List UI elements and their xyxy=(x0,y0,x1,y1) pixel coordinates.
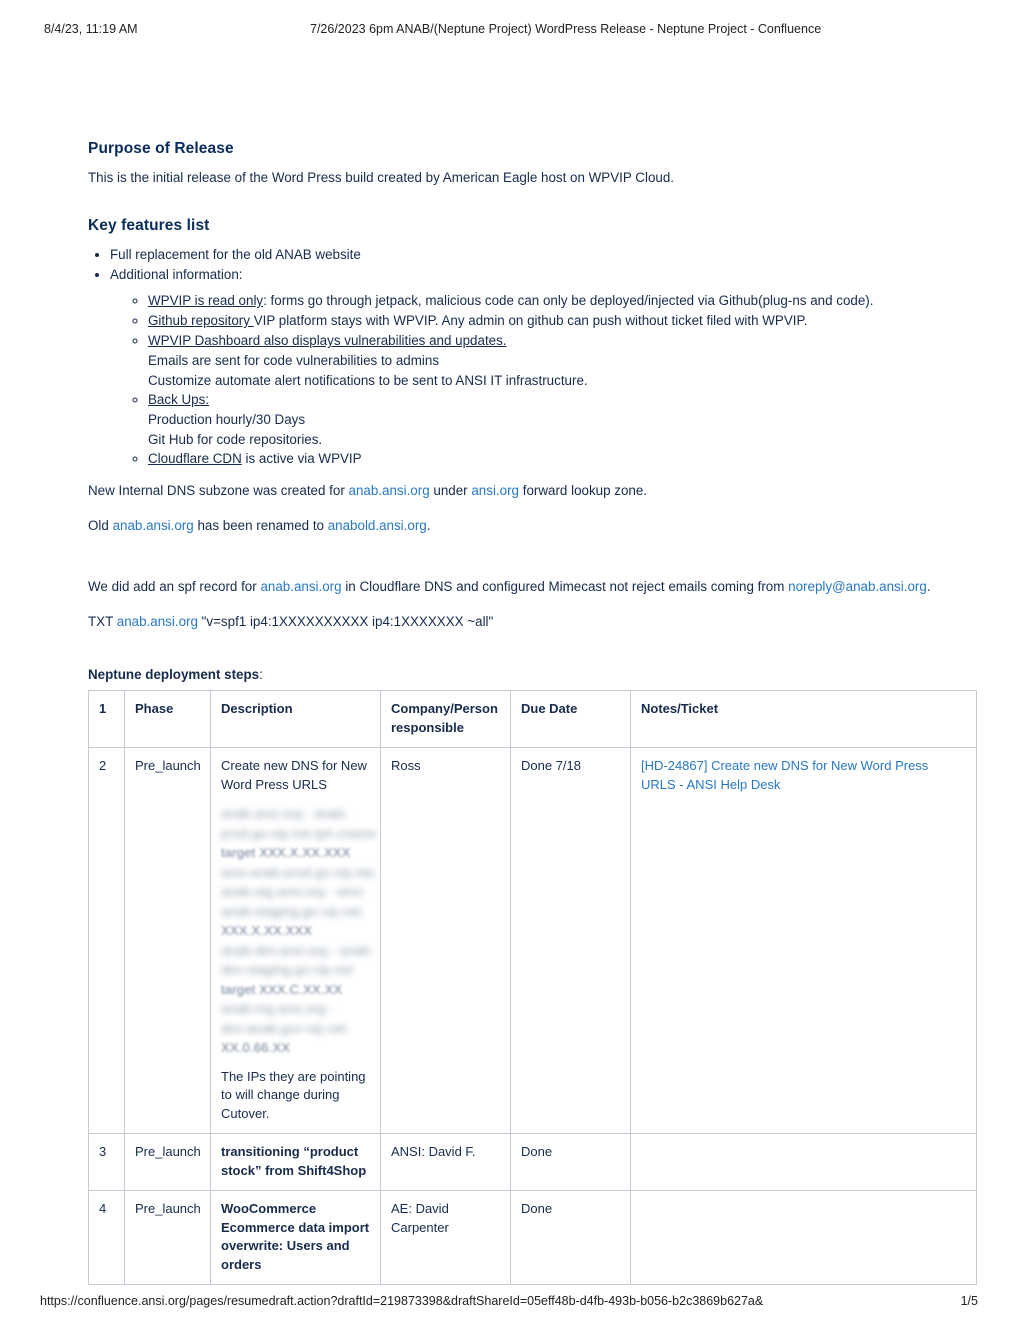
feature-item-1-label: Full replacement for the old ANAB website xyxy=(110,247,361,262)
row-due-date: Done 7/18 xyxy=(511,748,631,1134)
anab-ansi-org-link-2[interactable]: anab.ansi.org xyxy=(112,518,194,533)
feature-item-2-label: Additional information: xyxy=(110,267,243,282)
cloudflare-cdn-link[interactable]: Cloudflare CDN xyxy=(148,451,242,466)
redacted-line: anab-mg.ansi.org - xyxy=(221,1001,334,1016)
table-row xyxy=(89,1191,977,1285)
redacted-line: anab.ansi.org - anab- xyxy=(221,806,349,821)
github-repository-text: VIP platform stays with WPVIP. Any admin on github can push without ticket filed with WPVIP. xyxy=(253,313,808,328)
dns-p2-part-c: . xyxy=(426,518,431,533)
table-header-due-date: Due Date xyxy=(511,691,631,748)
row-num: 4 xyxy=(89,1191,125,1285)
anab-ansi-org-link[interactable]: anab.ansi.org xyxy=(348,483,430,498)
dns-p1-part-b: under xyxy=(429,483,472,498)
wpvip-dashboard-line-2: Customize automate alert notifications to be sent to ANSI IT infrastructure. xyxy=(148,372,588,388)
dns-p1-part-c: forward lookup zone. xyxy=(519,483,648,498)
row-description-tail: The IPs they are pointing to will change during Cutover. xyxy=(221,1068,366,1121)
redacted-line: XXX.X.XX.XXX xyxy=(221,923,313,938)
anabold-ansi-org-link[interactable]: anabold.ansi.org xyxy=(327,518,427,533)
cloudflare-cdn-text: is active via WPVIP xyxy=(241,451,362,466)
txt-record-paragraph xyxy=(88,612,976,631)
table-caption-bold: Neptune deployment steps xyxy=(88,667,260,682)
table-header-row xyxy=(89,691,977,748)
redacted-line: target XXX.X.XX.XXX xyxy=(221,845,351,860)
row-due-date: Done xyxy=(511,1134,631,1191)
table-caption-rest: : xyxy=(259,667,263,682)
row-description-title: Create new DNS for New Word Press URLS xyxy=(221,758,367,792)
noreply-email-link[interactable]: noreply@anab.ansi.org xyxy=(788,579,927,594)
list-item xyxy=(148,390,976,449)
row-phase: Pre_launch xyxy=(125,1191,211,1285)
list-item xyxy=(148,291,976,311)
row-num: 2 xyxy=(89,748,125,1134)
table-header-num: 1 xyxy=(89,691,125,748)
row-notes xyxy=(631,1134,977,1191)
row-company: ANSI: David F. xyxy=(381,1134,511,1191)
spf-record-paragraph xyxy=(88,577,976,596)
table-row xyxy=(89,748,977,1134)
redacted-line: dev-anab.gov-vip.net xyxy=(221,1020,347,1036)
section-heading-purpose: Purpose of Release xyxy=(88,140,234,157)
redacted-line: XX.0.66.XX xyxy=(221,1040,291,1055)
print-header-date: 8/4/23, 11:19 AM xyxy=(44,22,138,36)
wpvip-read-only-link[interactable]: WPVIP is read only xyxy=(148,293,264,308)
list-item xyxy=(148,331,976,390)
list-item xyxy=(148,449,976,469)
backups-link[interactable]: Back Ups: xyxy=(148,392,210,407)
dns-subzone-paragraph xyxy=(88,481,976,500)
list-item xyxy=(148,311,976,331)
table-header-notes: Notes/Ticket xyxy=(631,691,977,748)
print-footer-page-number: 1/5 xyxy=(960,1294,978,1308)
redacted-line: target XXX.C.XX.XX xyxy=(221,981,343,997)
list-item xyxy=(110,245,976,265)
backups-line-1: Production hourly/30 Days xyxy=(148,412,306,427)
dns-p2-part-a: Old xyxy=(88,518,113,533)
row-description: WooCommerce Ecommerce data import overwrite: Users and orders xyxy=(211,1191,381,1285)
redacted-line: anab-dev.ansi.org - anab- xyxy=(221,942,374,958)
row-description: transitioning “product stock” from Shift4Shop xyxy=(211,1134,381,1191)
row-phase: Pre_launch xyxy=(125,1134,211,1191)
github-repository-link[interactable]: Github repository xyxy=(148,313,254,328)
ansi-org-link[interactable]: ansi.org xyxy=(471,483,519,498)
wpvip-dashboard-line-1: Emails are sent for code vulnerabilities to admins xyxy=(148,353,440,368)
redacted-dns-block xyxy=(221,804,377,1058)
redacted-line: dev-staging.go-vip.net xyxy=(221,962,354,977)
dns-p3-part-b: in Cloudflare DNS and configured Mimecast not reject emails coming from xyxy=(341,579,789,594)
document-content xyxy=(88,140,976,1285)
dns-p3-part-a: We did add an spf record for xyxy=(88,579,261,594)
print-header-title: 7/26/2023 6pm ANAB/(Neptune Project) WordPress Release - Neptune Project - Confluence xyxy=(310,22,822,36)
redacted-line: anab-staging.go-vip.net xyxy=(221,903,362,919)
section-heading-key-features: Key features list xyxy=(88,217,210,234)
row-company: Ross xyxy=(381,748,511,1134)
deployment-steps-table xyxy=(88,690,977,1285)
wpvip-dashboard-link[interactable]: WPVIP Dashboard also displays vulnerabilities and updates. xyxy=(148,333,507,348)
row-notes xyxy=(631,1191,977,1285)
list-item xyxy=(110,265,976,469)
dns-p2-part-b: has been renamed to xyxy=(193,518,328,533)
row-num: 3 xyxy=(89,1134,125,1191)
redacted-line: anab-stg.ansi.org - ansi- xyxy=(221,884,367,899)
dns-rename-paragraph xyxy=(88,516,976,535)
print-footer-url: https://confluence.ansi.org/pages/resumedraft.action?draftId=219873398&draftShareId=05eff48b-d4fb-493b-b056-b2c3869b627a& xyxy=(40,1294,764,1308)
row-company: AE: David Carpenter xyxy=(381,1191,511,1285)
row-phase: Pre_launch xyxy=(125,748,211,1134)
row-notes xyxy=(631,748,977,1134)
redacted-line: ansi-anab-prod.go-vip.net xyxy=(221,864,375,880)
purpose-paragraph: This is the initial release of the Word Press build created by American Eagle host on WPVIP Cloud. xyxy=(88,170,675,185)
additional-info-list xyxy=(110,291,976,469)
key-features-list xyxy=(88,245,976,469)
anab-ansi-org-link-4[interactable]: anab.ansi.org xyxy=(116,614,198,629)
anab-ansi-org-link-3[interactable]: anab.ansi.org xyxy=(260,579,342,594)
table-header-phase: Phase xyxy=(125,691,211,748)
table-header-description: Description xyxy=(211,691,381,748)
wpvip-read-only-text: : forms go through jetpack, malicious code can only be deployed/injected via Github(plug-ns and code). xyxy=(263,293,874,308)
dns-p4-part-a: TXT xyxy=(88,614,117,629)
table-header-company: Company/Person responsible xyxy=(381,691,511,748)
helpdesk-ticket-link[interactable]: [HD-24867] Create new DNS for New Word Press URLS - ANSI Help Desk xyxy=(641,758,929,792)
dns-p4-part-b: "v=spf1 ip4:1XXXXXXXXXX ip4:1XXXXXXX ~all" xyxy=(197,614,494,629)
row-description xyxy=(211,748,381,1134)
dns-p3-part-c: . xyxy=(926,579,931,594)
table-row xyxy=(89,1134,977,1191)
dns-p1-part-a: New Internal DNS subzone was created for xyxy=(88,483,349,498)
row-due-date: Done xyxy=(511,1191,631,1285)
table-caption xyxy=(88,667,976,682)
redacted-line: prod.go-vip.net ip4 cname xyxy=(221,825,377,841)
print-header xyxy=(0,22,1020,42)
backups-line-2: Git Hub for code repositories. xyxy=(148,431,323,447)
